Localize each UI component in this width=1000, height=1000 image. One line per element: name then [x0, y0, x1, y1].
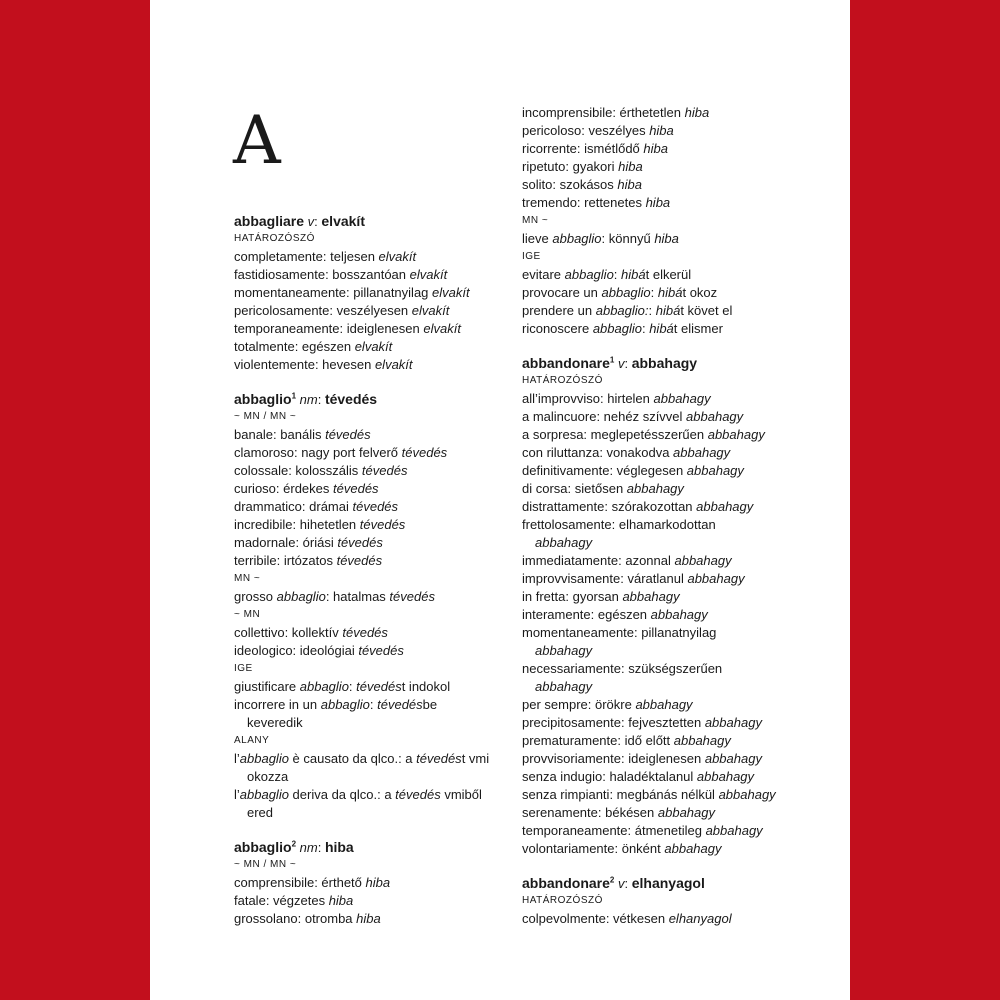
collocation-line: clamoroso: nagy port felverő tévedés — [234, 445, 448, 460]
collocation-line: grossolano: otromba hiba — [234, 911, 381, 926]
collocation-continuation: abbahagy — [535, 679, 593, 694]
collocation-continuation: abbahagy — [535, 643, 593, 658]
collocation-continuation: okozza — [247, 769, 289, 784]
collocation-line: riconoscere abbaglio: hibát elismer — [522, 321, 723, 336]
collocation-line: frettolosamente: elhamarkodottan — [522, 517, 716, 532]
collocation-line: collettivo: kollektív tévedés — [234, 625, 388, 640]
collocation-line: immediatamente: azonnal abbahagy — [522, 553, 732, 568]
category-label: HATÁROZÓSZÓ — [234, 233, 315, 244]
left-red-band — [0, 0, 150, 1000]
homonym-number: 1 — [291, 391, 297, 401]
collocation-line: ideologico: ideológiai tévedés — [234, 643, 404, 658]
collocation-line: giustificare abbaglio: tévedést indokol — [234, 679, 451, 694]
collocation-line: improvvisamente: váratlanul abbahagy — [522, 571, 745, 586]
collocation-list — [234, 624, 524, 660]
collocation-list — [234, 426, 524, 570]
collocation-line: definitivamente: véglegesen abbahagy — [522, 463, 744, 478]
category-label: IGE — [522, 251, 541, 262]
collocation-line: solito: szokásos hiba — [522, 177, 642, 192]
collocation-line: momentaneamente: pillanatnyilag — [522, 625, 717, 640]
part-of-speech: nm — [299, 840, 318, 855]
homonym-number: 2 — [609, 875, 615, 885]
category-label: HATÁROZÓSZÓ — [522, 895, 603, 906]
part-of-speech: v — [307, 214, 315, 229]
collocation-line: madornale: óriási tévedés — [234, 535, 383, 550]
category-label: ~ MN / MN ~ — [234, 411, 297, 422]
collocation-list — [522, 910, 812, 928]
category-label: MN ~ — [234, 573, 261, 584]
collocation-list — [234, 248, 524, 374]
part-of-speech: v — [617, 356, 625, 371]
collocation-list — [522, 104, 812, 212]
collocation-line: provvisoriamente: ideiglenesen abbahagy — [522, 751, 762, 766]
collocation-line: grosso abbaglio: hatalmas tévedés — [234, 589, 435, 604]
category-label: ~ MN / MN ~ — [234, 859, 297, 870]
collocation-line: momentaneamente: pillanatnyilag elvakít — [234, 285, 470, 300]
collocation-line: completamente: teljesen elvakít — [234, 249, 417, 264]
collocation-continuation: keveredik — [247, 715, 303, 730]
headword: abbagliare — [234, 213, 305, 229]
collocation-line: violentemente: hevesen elvakít — [234, 357, 413, 372]
collocation-line: pericolosamente: veszélyesen elvakít — [234, 303, 450, 318]
collocation-line: totalmente: egészen elvakít — [234, 339, 393, 354]
right-red-band — [850, 0, 1000, 1000]
collocation-line: banale: banális tévedés — [234, 427, 371, 442]
collocation-line: distrattamente: szórakozottan abbahagy — [522, 499, 754, 514]
collocation-line: temporaneamente: átmenetileg abbahagy — [522, 823, 763, 838]
collocation-line: a sorpresa: meglepetésszerűen abbahagy — [522, 427, 765, 442]
collocation-line: tremendo: rettenetes hiba — [522, 195, 671, 210]
collocation-list — [234, 874, 524, 928]
collocation-line: colpevolmente: vétkesen elhanyagol — [522, 911, 732, 926]
headword: abbandonare — [522, 875, 610, 891]
collocation-list — [522, 266, 812, 338]
homonym-number: 1 — [609, 355, 615, 365]
collocation-line: terribile: irtózatos tévedés — [234, 553, 383, 568]
category-label: HATÁROZÓSZÓ — [522, 375, 603, 386]
entry-header: abbaglio$^2$ nm: hiba — [234, 839, 354, 855]
translation: elvakít — [321, 213, 365, 229]
collocation-line: necessariamente: szükségszerűen — [522, 661, 723, 676]
collocation-line: senza indugio: haladéktalanul abbahagy — [522, 769, 755, 784]
collocation-line: ricorrente: ismétlődő hiba — [522, 141, 668, 156]
collocation-line: fastidiosamente: bosszantóan elvakít — [234, 267, 448, 282]
collocation-line: provocare un abbaglio: hibát okoz — [522, 285, 718, 300]
entry-header: abbandonare$^2$ v: elhanyagol — [522, 875, 705, 891]
collocation-line: comprensibile: érthető hiba — [234, 875, 391, 890]
collocation-line: temporaneamente: ideiglenesen elvakít — [234, 321, 461, 336]
collocation-line: prematuramente: idő előtt abbahagy — [522, 733, 731, 748]
collocation-line: evitare abbaglio: hibát elkerül — [522, 267, 692, 282]
entry-header: abbagliare v: elvakít — [234, 213, 365, 229]
headword: abbandonare — [522, 355, 610, 371]
left-column — [234, 212, 524, 928]
category-label: ALANY — [234, 735, 270, 746]
part-of-speech: v — [617, 876, 625, 891]
collocation-line: pericoloso: veszélyes hiba — [522, 123, 674, 138]
collocation-line: incomprensibile: érthetetlen hiba — [522, 105, 710, 120]
collocation-line: l’abbaglio deriva da qlco.: a tévedés vmiből — [234, 787, 482, 802]
collocation-line: senza rimpianti: megbánás nélkül abbahagy — [522, 787, 776, 802]
collocation-line: con riluttanza: vonakodva abbahagy — [522, 445, 731, 460]
collocation-continuation: abbahagy — [535, 535, 593, 550]
collocation-line: fatale: végzetes hiba — [234, 893, 354, 908]
collocation-line: colossale: kolosszális tévedés — [234, 463, 408, 478]
headword: abbaglio — [234, 391, 292, 407]
translation: tévedés — [324, 391, 378, 407]
collocation-line: serenamente: békésen abbahagy — [522, 805, 716, 820]
entry-header: abbaglio$^1$ nm: tévedés — [234, 391, 378, 407]
collocation-line: all’improvviso: hirtelen abbahagy — [522, 391, 711, 406]
collocation-line: prendere un abbaglio:: hibát követ el — [522, 303, 733, 318]
section-letter: A — [233, 102, 281, 179]
category-label: MN ~ — [522, 215, 549, 226]
category-label: IGE — [234, 663, 253, 674]
entry-header: abbandonare$^1$ v: abbahagy — [522, 355, 698, 371]
collocation-line: curioso: érdekes tévedés — [234, 481, 379, 496]
translation: hiba — [324, 839, 354, 855]
collocation-line: a malincuore: nehéz szívvel abbahagy — [522, 409, 744, 424]
right-column — [522, 104, 812, 928]
translation: elhanyagol — [631, 875, 705, 891]
homonym-number: 2 — [291, 839, 297, 849]
collocation-line: interamente: egészen abbahagy — [522, 607, 708, 622]
collocation-line: in fretta: gyorsan abbahagy — [522, 589, 680, 604]
collocation-line: ripetuto: gyakori hiba — [522, 159, 643, 174]
part-of-speech: nm — [299, 392, 318, 407]
collocation-line: precipitosamente: fejvesztetten abbahagy — [522, 715, 762, 730]
collocation-line: drammatico: drámai tévedés — [234, 499, 399, 514]
collocation-continuation: ered — [247, 805, 274, 820]
translation: abbahagy — [631, 355, 698, 371]
headword: abbaglio — [234, 839, 292, 855]
collocation-list — [522, 390, 812, 858]
collocation-line: l’abbaglio è causato da qlco.: a tévedést vmi — [234, 751, 490, 766]
collocation-line: incredibile: hihetetlen tévedés — [234, 517, 406, 532]
collocation-line: per sempre: örökre abbahagy — [522, 697, 693, 712]
collocation-line: di corsa: sietősen abbahagy — [522, 481, 684, 496]
collocation-line: lieve abbaglio: könnyű hiba — [522, 231, 679, 246]
collocation-line: volontariamente: önként abbahagy — [522, 841, 722, 856]
category-label: ~ MN — [234, 609, 261, 620]
collocation-line: incorrere in un abbaglio: tévedésbe — [234, 697, 438, 712]
